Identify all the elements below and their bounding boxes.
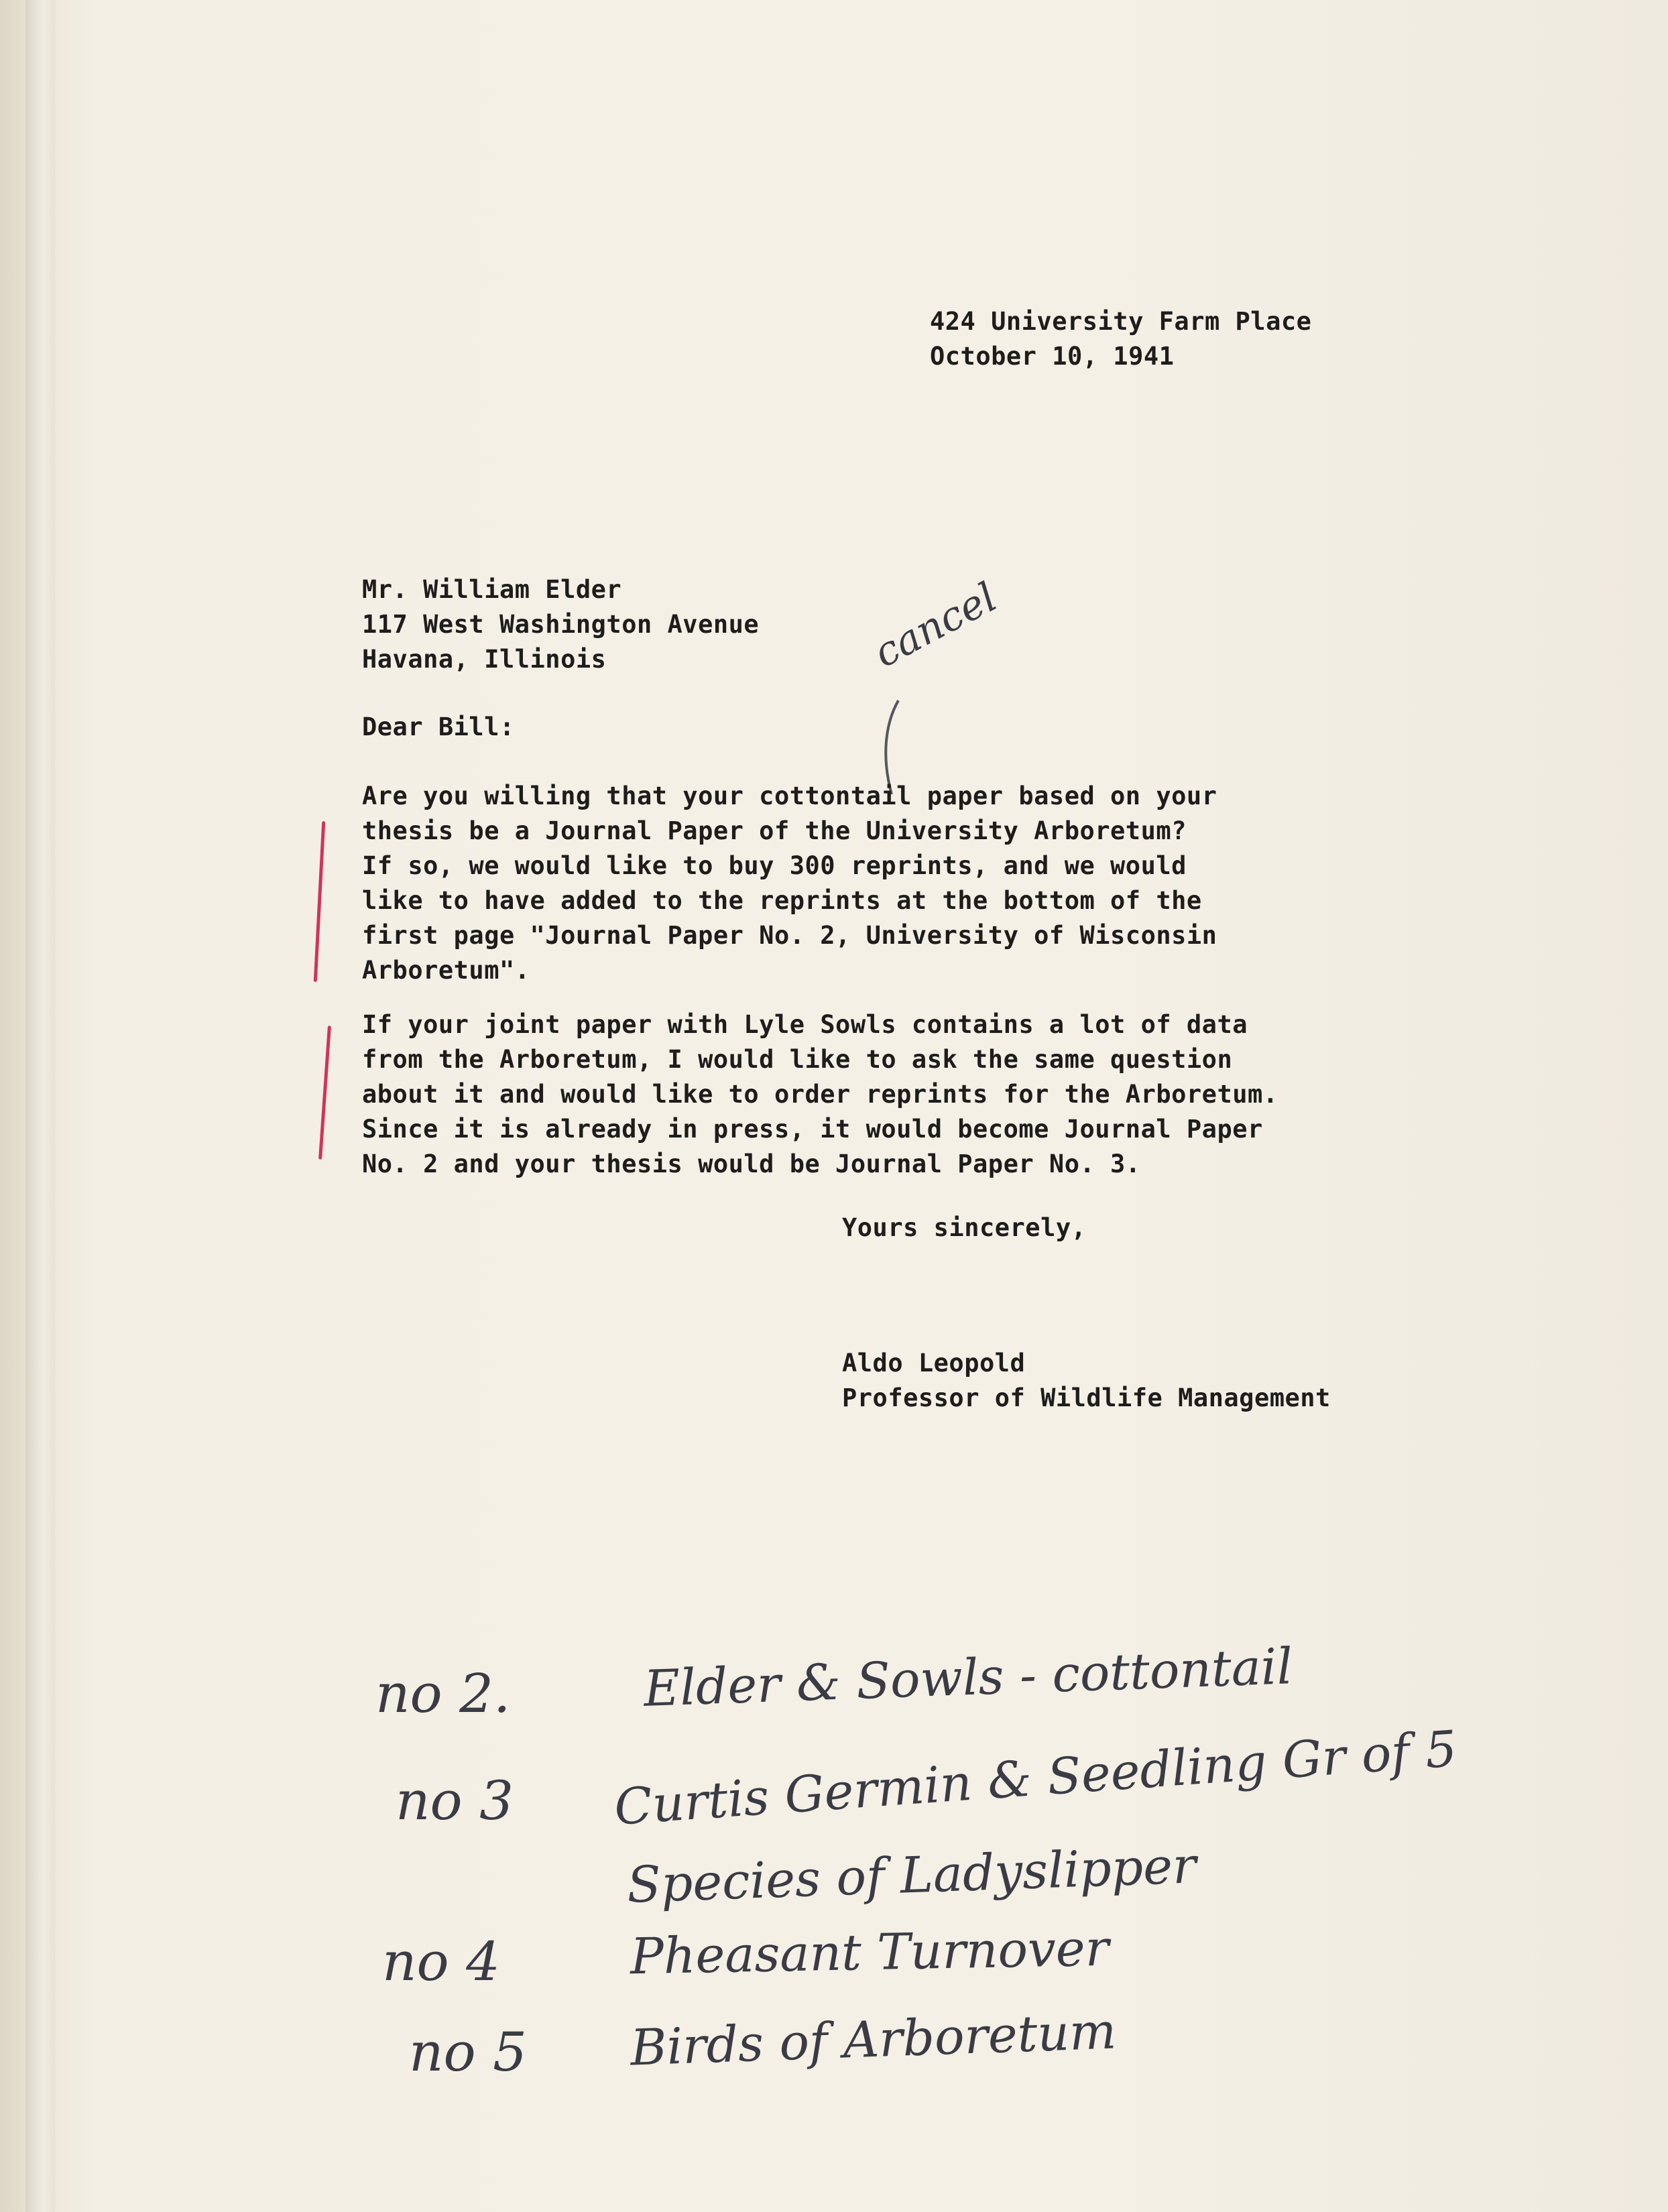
paragraph-2-line: from the Arboretum, I would like to ask the same question	[362, 1045, 1233, 1074]
recipient-city: Havana, Illinois	[362, 645, 607, 674]
paragraph-2-line: about it and would like to order reprints for the Arboretum.	[362, 1080, 1278, 1109]
note-text: Species of Ladyslipper	[626, 1837, 1197, 1914]
paragraph-1	[362, 782, 1217, 1012]
margin-annotation-cancel: cancel	[866, 574, 1005, 677]
paragraph-2-line: If your joint paper with Lyle Sowls contains a lot of data	[362, 1010, 1248, 1039]
paragraph-2	[362, 1010, 1278, 1212]
recipient-street: 117 West Washington Avenue	[362, 610, 760, 639]
note-text: Pheasant Turnover	[630, 1919, 1110, 1986]
letter-date: October 10, 1941	[930, 342, 1175, 371]
note-text: Curtis Germin & Seedling Gr of 5	[612, 1720, 1459, 1837]
note-number: no 5	[409, 2021, 528, 2083]
red-margin-mark-1	[314, 821, 326, 982]
paper-fold	[25, 0, 55, 2212]
closing: Yours sincerely,	[842, 1213, 1087, 1242]
paragraph-1-line: Are you willing that your cottontail paper based on your	[362, 782, 1217, 810]
note-number: no 2.	[375, 1662, 511, 1725]
signatory-name: Aldo Leopold	[842, 1349, 1026, 1377]
return-street: 424 University Farm Place	[930, 307, 1312, 336]
note-text: Elder & Sowls - cottontail	[642, 1638, 1294, 1718]
recipient-address	[362, 575, 760, 719]
signatory-title: Professor of Wildlife Management	[842, 1384, 1331, 1412]
salutation: Dear Bill:	[362, 713, 515, 741]
paragraph-1-line: first page "Journal Paper No. 2, University of Wisconsin	[362, 921, 1217, 950]
red-margin-mark-2	[318, 1026, 331, 1160]
recipient-name: Mr. William Elder	[362, 575, 622, 604]
signature-block	[842, 1349, 1331, 1464]
paragraph-1-line: If so, we would like to buy 300 reprints, and we would	[362, 851, 1187, 880]
paragraph-1-line: like to have added to the reprints at the bottom of the	[362, 886, 1202, 915]
note-number: no 4	[382, 1930, 501, 1993]
paragraph-2-line: No. 2 and your thesis would be Journal Paper No. 3.	[362, 1150, 1141, 1178]
note-number: no 3	[396, 1770, 514, 1832]
paragraph-1-line: Arboretum".	[362, 956, 530, 985]
paragraph-1-line: thesis be a Journal Paper of the University Arboretum?	[362, 816, 1187, 845]
paragraph-2-line: Since it is already in press, it would become Journal Paper	[362, 1115, 1263, 1144]
note-text: Birds of Arboretum	[629, 2002, 1118, 2077]
return-address	[930, 307, 1312, 422]
